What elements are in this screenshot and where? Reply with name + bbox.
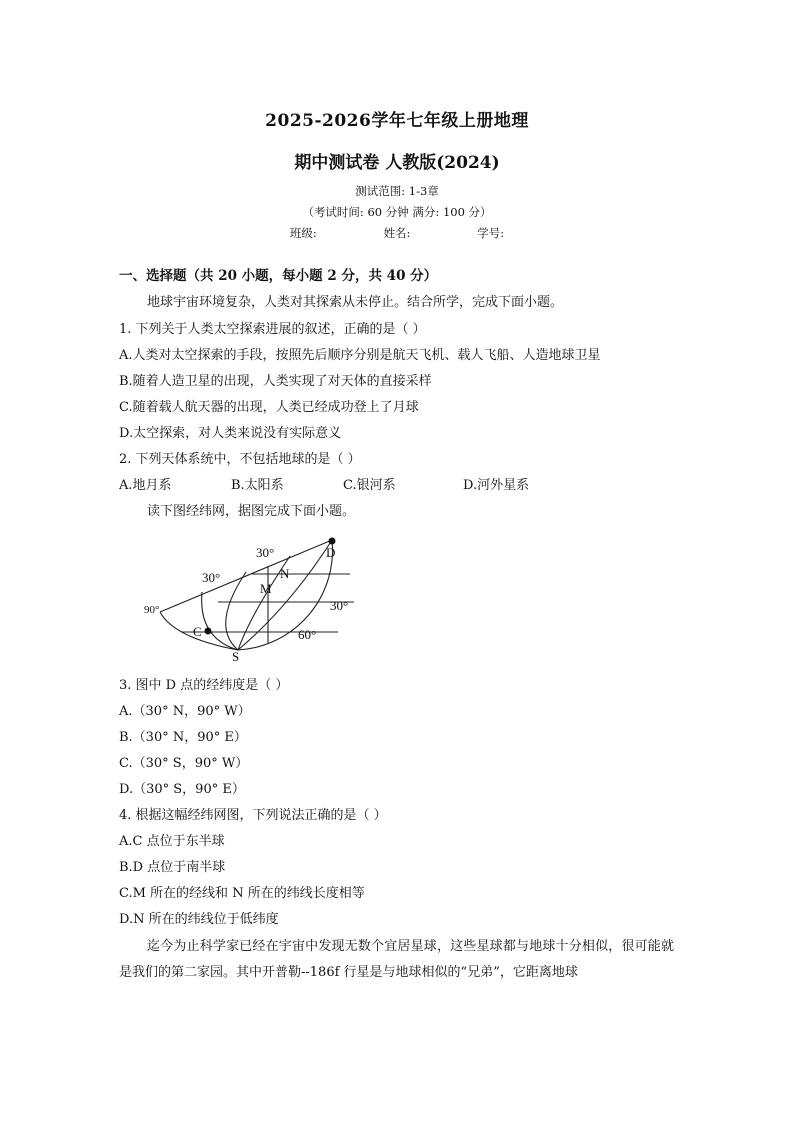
test-scope: 测试范围: 1-3章	[355, 184, 439, 198]
q3-option-c: C.（30° S，90° W）	[119, 756, 249, 771]
q1-option-b: B.随着人造卫星的出现，人类实现了对天体的直接采样	[119, 374, 432, 389]
passage: 迄今为止科学家已经在宇宙中发现无数个宜居星球，这些星球都与地球十分相似，很可能就是我们的第二家园。其中开普勒--186f 行星是与地球相似的“兄弟”，它距离地球	[119, 939, 674, 980]
label-lon60: 60°	[298, 627, 317, 642]
class-label: 班级:	[289, 226, 317, 240]
q1-stem: 1. 下列关于人类太空探索进展的叙述，正确的是（ ）	[119, 322, 426, 337]
label-lat30-top: 30°	[256, 545, 275, 560]
q4-option-b: B.D 点位于南半球	[119, 860, 226, 875]
q2-option-d: D.河外星系	[463, 478, 530, 493]
q3-option-d: D.（30° S，90° E）	[119, 782, 245, 797]
exam-title: 2025-2026学年七年级上册地理	[265, 111, 529, 131]
meridian-2	[202, 592, 238, 650]
q1-option-c: C.随着载人航天器的出现，人类已经成功登上了月球	[119, 400, 419, 415]
q4-stem: 4. 根据这幅经纬网图，下列说法正确的是（ ）	[119, 808, 387, 823]
q2-option-b: B.太阳系	[231, 478, 284, 493]
q2-options	[119, 474, 529, 493]
id-label: 学号:	[477, 226, 505, 240]
label-c: C	[193, 624, 202, 639]
q4-option-c: C.M 所在的经线和 N 所在的纬线长度相等	[119, 886, 365, 901]
q2-option-c: C.银河系	[343, 478, 396, 493]
label-n: N	[280, 566, 290, 581]
label-s: S	[232, 649, 240, 664]
point-d	[329, 538, 336, 545]
label-d: D	[326, 545, 336, 560]
q4-option-a: A.C 点位于东半球	[119, 834, 225, 849]
time-and-score: （考试时间: 60 分钟 满分: 100 分）	[302, 205, 492, 219]
label-lat30-left: 30°	[202, 570, 221, 585]
q2-stem: 2. 下列天体系统中，不包括地球的是（ ）	[119, 452, 361, 467]
q3-option-a: A.（30° N，90° W）	[119, 704, 251, 719]
label-lon90: 90°	[144, 604, 160, 616]
meridian-5	[238, 540, 332, 650]
label-m: M	[260, 581, 272, 596]
q4-option-d: D.N 所在的纬线位于低纬度	[119, 912, 279, 927]
section-intro: 地球宇宙环境复杂，人类对其探索从未停止。结合所学，完成下面小题。	[147, 295, 564, 310]
name-label: 姓名:	[383, 226, 411, 240]
map-intro: 读下图经纬网，据图完成下面小题。	[147, 504, 356, 519]
q3-option-b: B.（30° N，90° E）	[119, 730, 247, 745]
q1-option-a: A.人类对太空探索的手段，按照先后顺序分别是航天飞机、载人飞船、人造地球卫星	[119, 348, 601, 363]
student-info-row	[0, 225, 794, 241]
q1-option-d: D.太空探索，对人类来说没有实际意义	[119, 426, 342, 441]
label-lat30-right: 30°	[330, 598, 349, 613]
exam-subtitle: 期中测试卷 人教版(2024)	[294, 153, 500, 173]
point-c	[205, 628, 212, 635]
section-heading: 一、选择题（共 20 小题，每小题 2 分，共 40 分）	[119, 268, 438, 284]
q3-stem: 3. 图中 D 点的经纬度是（ ）	[119, 678, 289, 693]
q2-option-a: A.地月系	[119, 478, 172, 493]
graticule-diagram	[140, 526, 380, 666]
